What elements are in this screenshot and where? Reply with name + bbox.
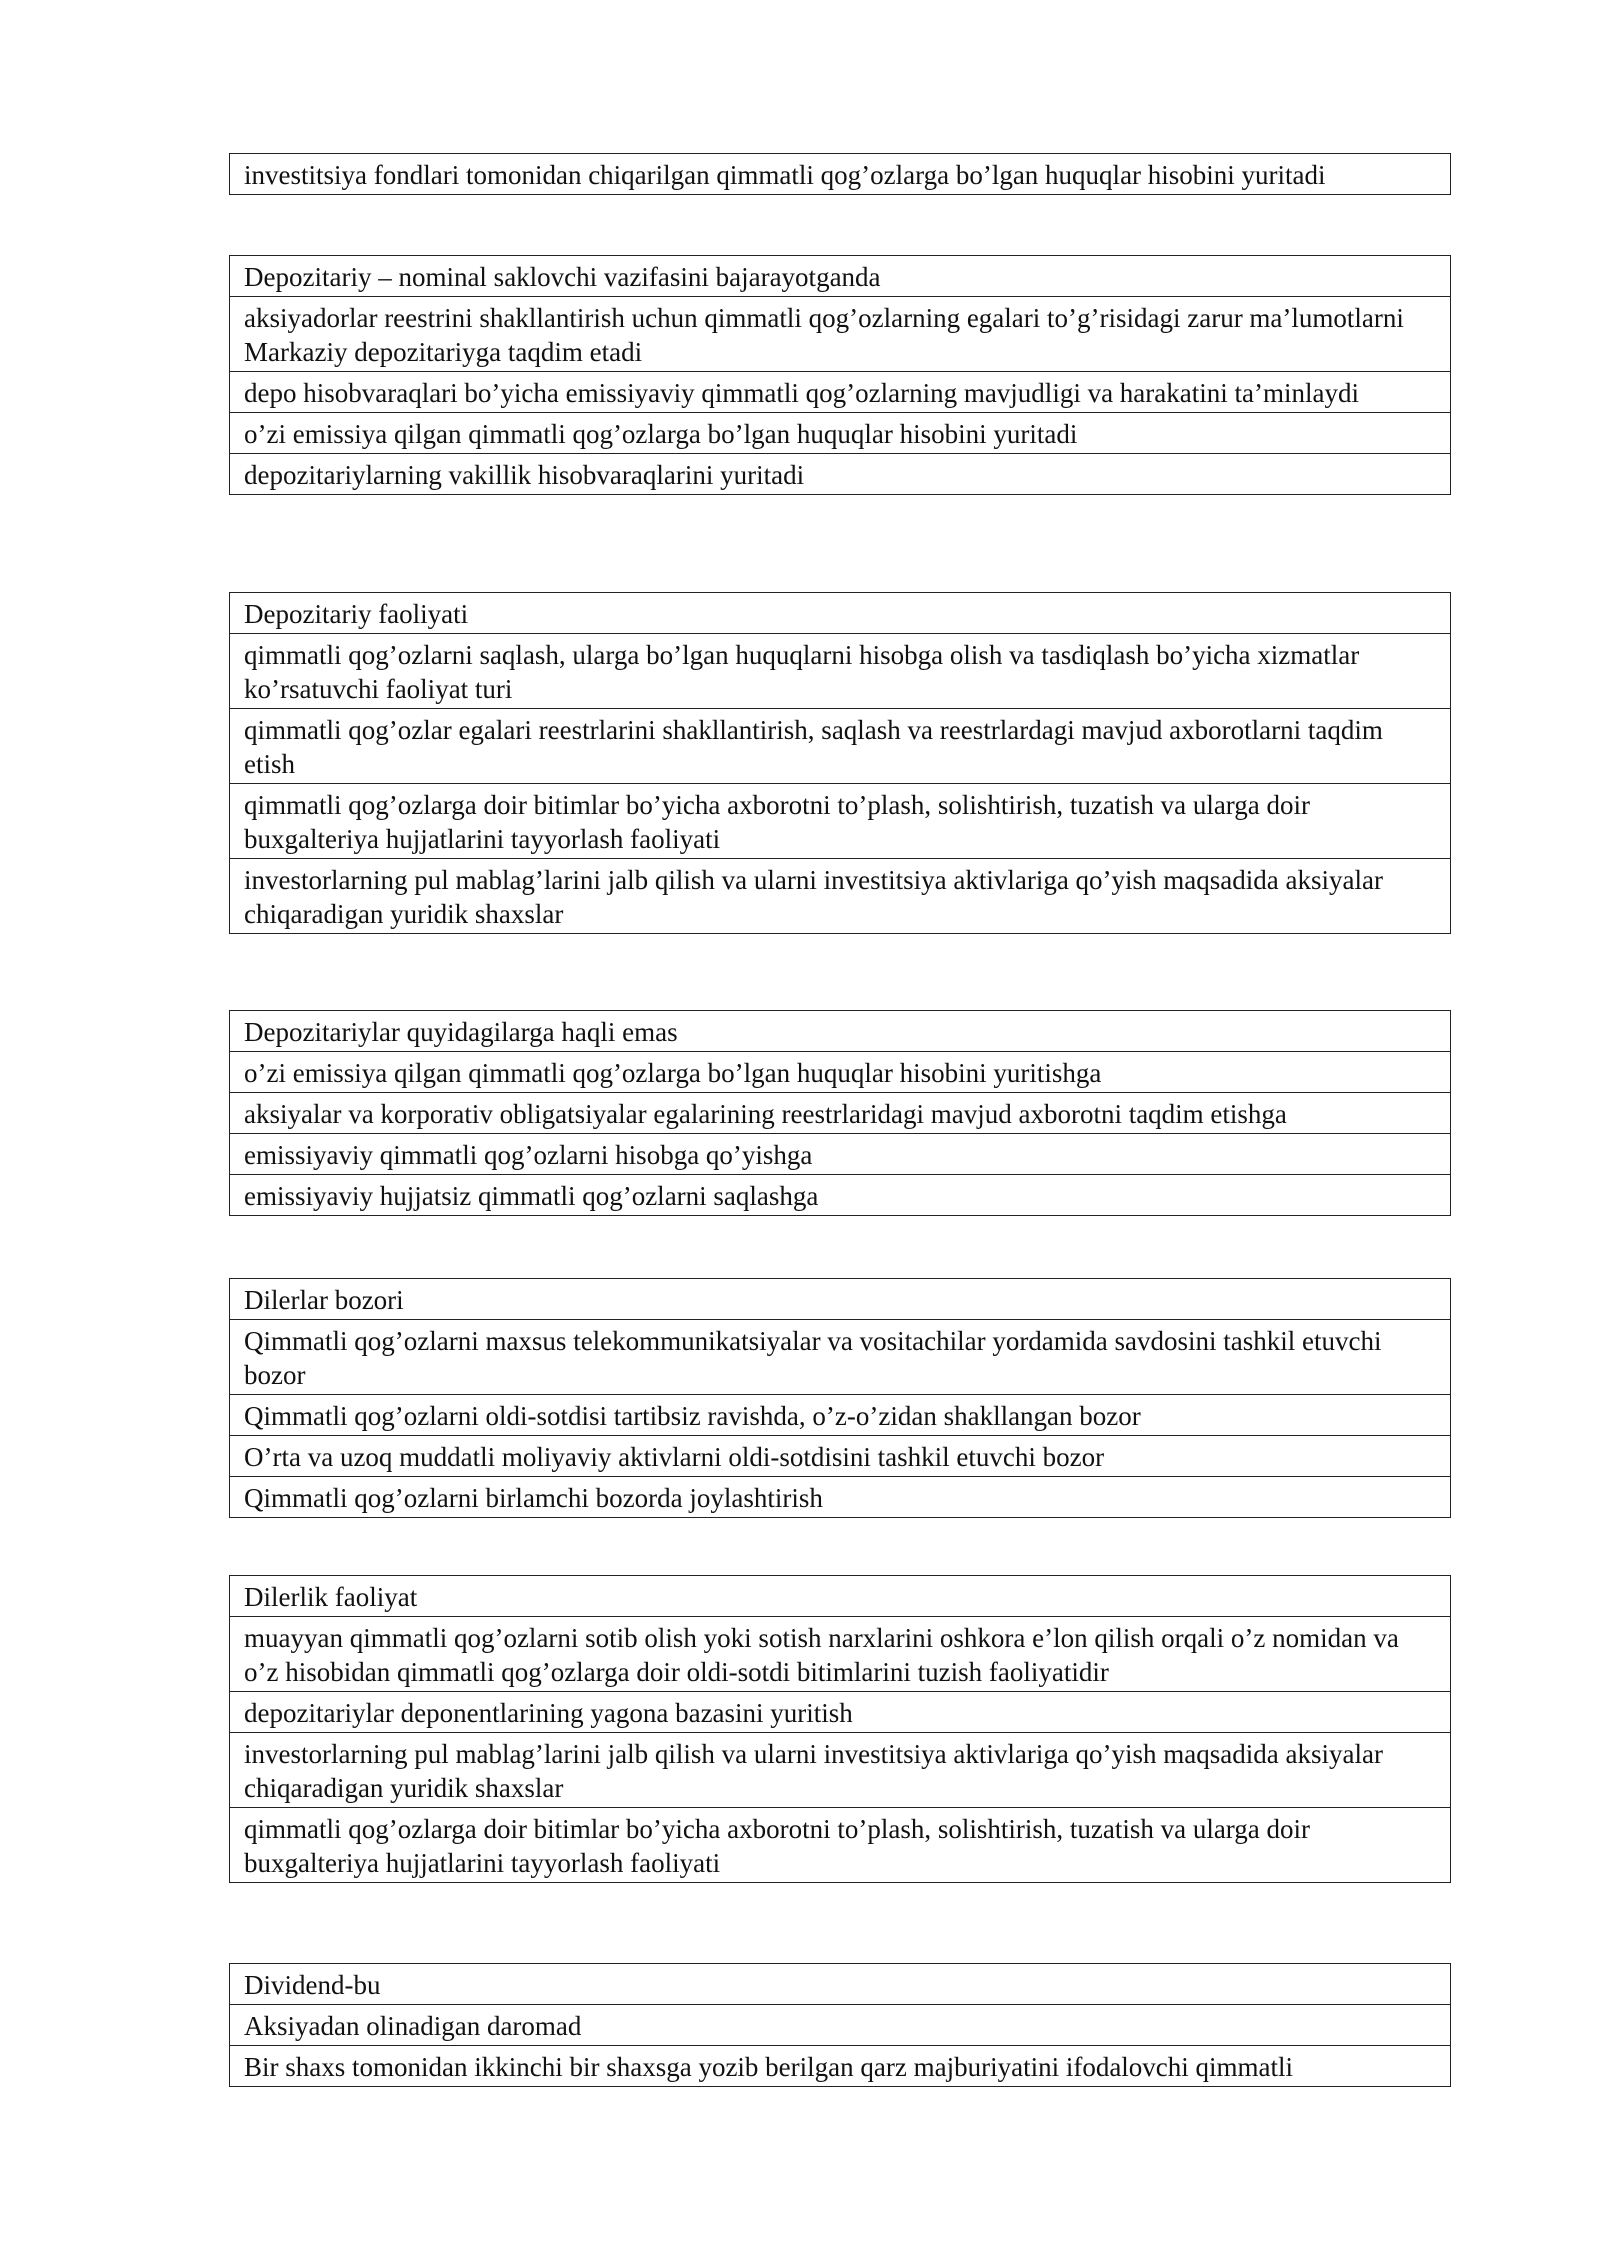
answer-option: o’zi emissiya qilgan qimmatli qog’ozlarga bo’lgan huquqlar hisobini yuritishga [230, 1052, 1451, 1093]
answer-option: depozitariylarning vakillik hisobvaraqlarini yuritadi [230, 454, 1451, 495]
answer-option: Aksiyadan olinadigan daromad [230, 2005, 1451, 2046]
answer-option: aksiyadorlar reestrini shakllantirish uchun qimmatli qog’ozlarning egalari to’g’risidagi zarur ma’lumotlarni Markaziy depozitariyga taqdim etadi [230, 297, 1451, 372]
question-text: Dilerlar bozori [230, 1279, 1451, 1320]
answer-option: qimmatli qog’ozlarga doir bitimlar bo’yicha axborotni to’plash, solishtirish, tuzatish va ularga doir buxgalteriya hujjatlarini tayyorlash faoliyati [230, 784, 1451, 859]
question-text: Depozitariylar quyidagilarga haqli emas [230, 1011, 1451, 1052]
answer-option: Qimmatli qog’ozlarni birlamchi bozorda joylashtirish [230, 1477, 1451, 1518]
answer-option: investorlarning pul mablag’larini jalb qilish va ularni investitsiya aktivlariga qo’yish maqsadida aksiyalar chiqaradigan yuridik shaxslar [230, 859, 1451, 934]
answer-option: emissiyaviy qimmatli qog’ozlarni hisobga qo’yishga [230, 1134, 1451, 1175]
answer-option: Qimmatli qog’ozlarni maxsus telekommunikatsiyalar va vositachilar yordamida savdosini tashkil etuvchi bozor [230, 1320, 1451, 1395]
question-text: Depozitariy – nominal saklovchi vazifasini bajarayotganda [230, 256, 1451, 297]
answer-option: Bir shaxs tomonidan ikkinchi bir shaxsga yozib berilgan qarz majburiyatini ifodalovchi qimmatli [230, 2046, 1451, 2087]
answer-option: investorlarning pul mablag’larini jalb qilish va ularni investitsiya aktivlariga qo’yish maqsadida aksiyalar chiqaradigan yuridik shaxslar [230, 1733, 1451, 1808]
question-text: Depozitariy faoliyati [230, 593, 1451, 634]
answer-option: depozitariylar deponentlarining yagona bazasini yuritish [230, 1692, 1451, 1733]
answer-option: qimmatli qog’ozlar egalari reestrlarini shakllantirish, saqlash va reestrlardagi mavjud axborotlarni taqdim etish [230, 709, 1451, 784]
answer-option: o’zi emissiya qilgan qimmatli qog’ozlarga bo’lgan huquqlar hisobini yuritadi [230, 413, 1451, 454]
question-block [229, 592, 1451, 934]
question-block [229, 255, 1451, 495]
question-block [229, 1575, 1451, 1883]
answer-option: depo hisobvaraqlari bo’yicha emissiyaviy qimmatli qog’ozlarning mavjudligi va harakatini ta’minlaydi [230, 372, 1451, 413]
answer-option: aksiyalar va korporativ obligatsiyalar egalarining reestrlaridagi mavjud axborotni taqdim etishga [230, 1093, 1451, 1134]
answer-option: muayyan qimmatli qog’ozlarni sotib olish yoki sotish narxlarini oshkora e’lon qilish orqali o’z nomidan va o’z hisobidan qimmatli qog’ozlarga doir oldi-sotdi bitimlarini tuzish faoliyatidir [230, 1617, 1451, 1692]
question-block-continuation [229, 153, 1451, 195]
answer-option: Qimmatli qog’ozlarni oldi-sotdisi tartibsiz ravishda, o’z-o’zidan shakllangan bozor [230, 1395, 1451, 1436]
answer-option: qimmatli qog’ozlarga doir bitimlar bo’yicha axborotni to’plash, solishtirish, tuzatish va ularga doir buxgalteriya hujjatlarini tayyorlash faoliyati [230, 1808, 1451, 1883]
question-text: Dividend-bu [230, 1964, 1451, 2005]
answer-option: emissiyaviy hujjatsiz qimmatli qog’ozlarni saqlashga [230, 1175, 1451, 1216]
answer-option: O’rta va uzoq muddatli moliyaviy aktivlarni oldi-sotdisini tashkil etuvchi bozor [230, 1436, 1451, 1477]
question-block [229, 1010, 1451, 1216]
question-text: Dilerlik faoliyat [230, 1576, 1451, 1617]
question-block [229, 1278, 1451, 1518]
question-block [229, 1963, 1451, 2087]
answer-option: qimmatli qog’ozlarni saqlash, ularga bo’lgan huquqlarni hisobga olish va tasdiqlash bo’yicha xizmatlar ko’rsatuvchi faoliyat turi [230, 634, 1451, 709]
answer-option: investitsiya fondlari tomonidan chiqarilgan qimmatli qog’ozlarga bo’lgan huquqlar hisobini yuritadi [230, 154, 1451, 195]
